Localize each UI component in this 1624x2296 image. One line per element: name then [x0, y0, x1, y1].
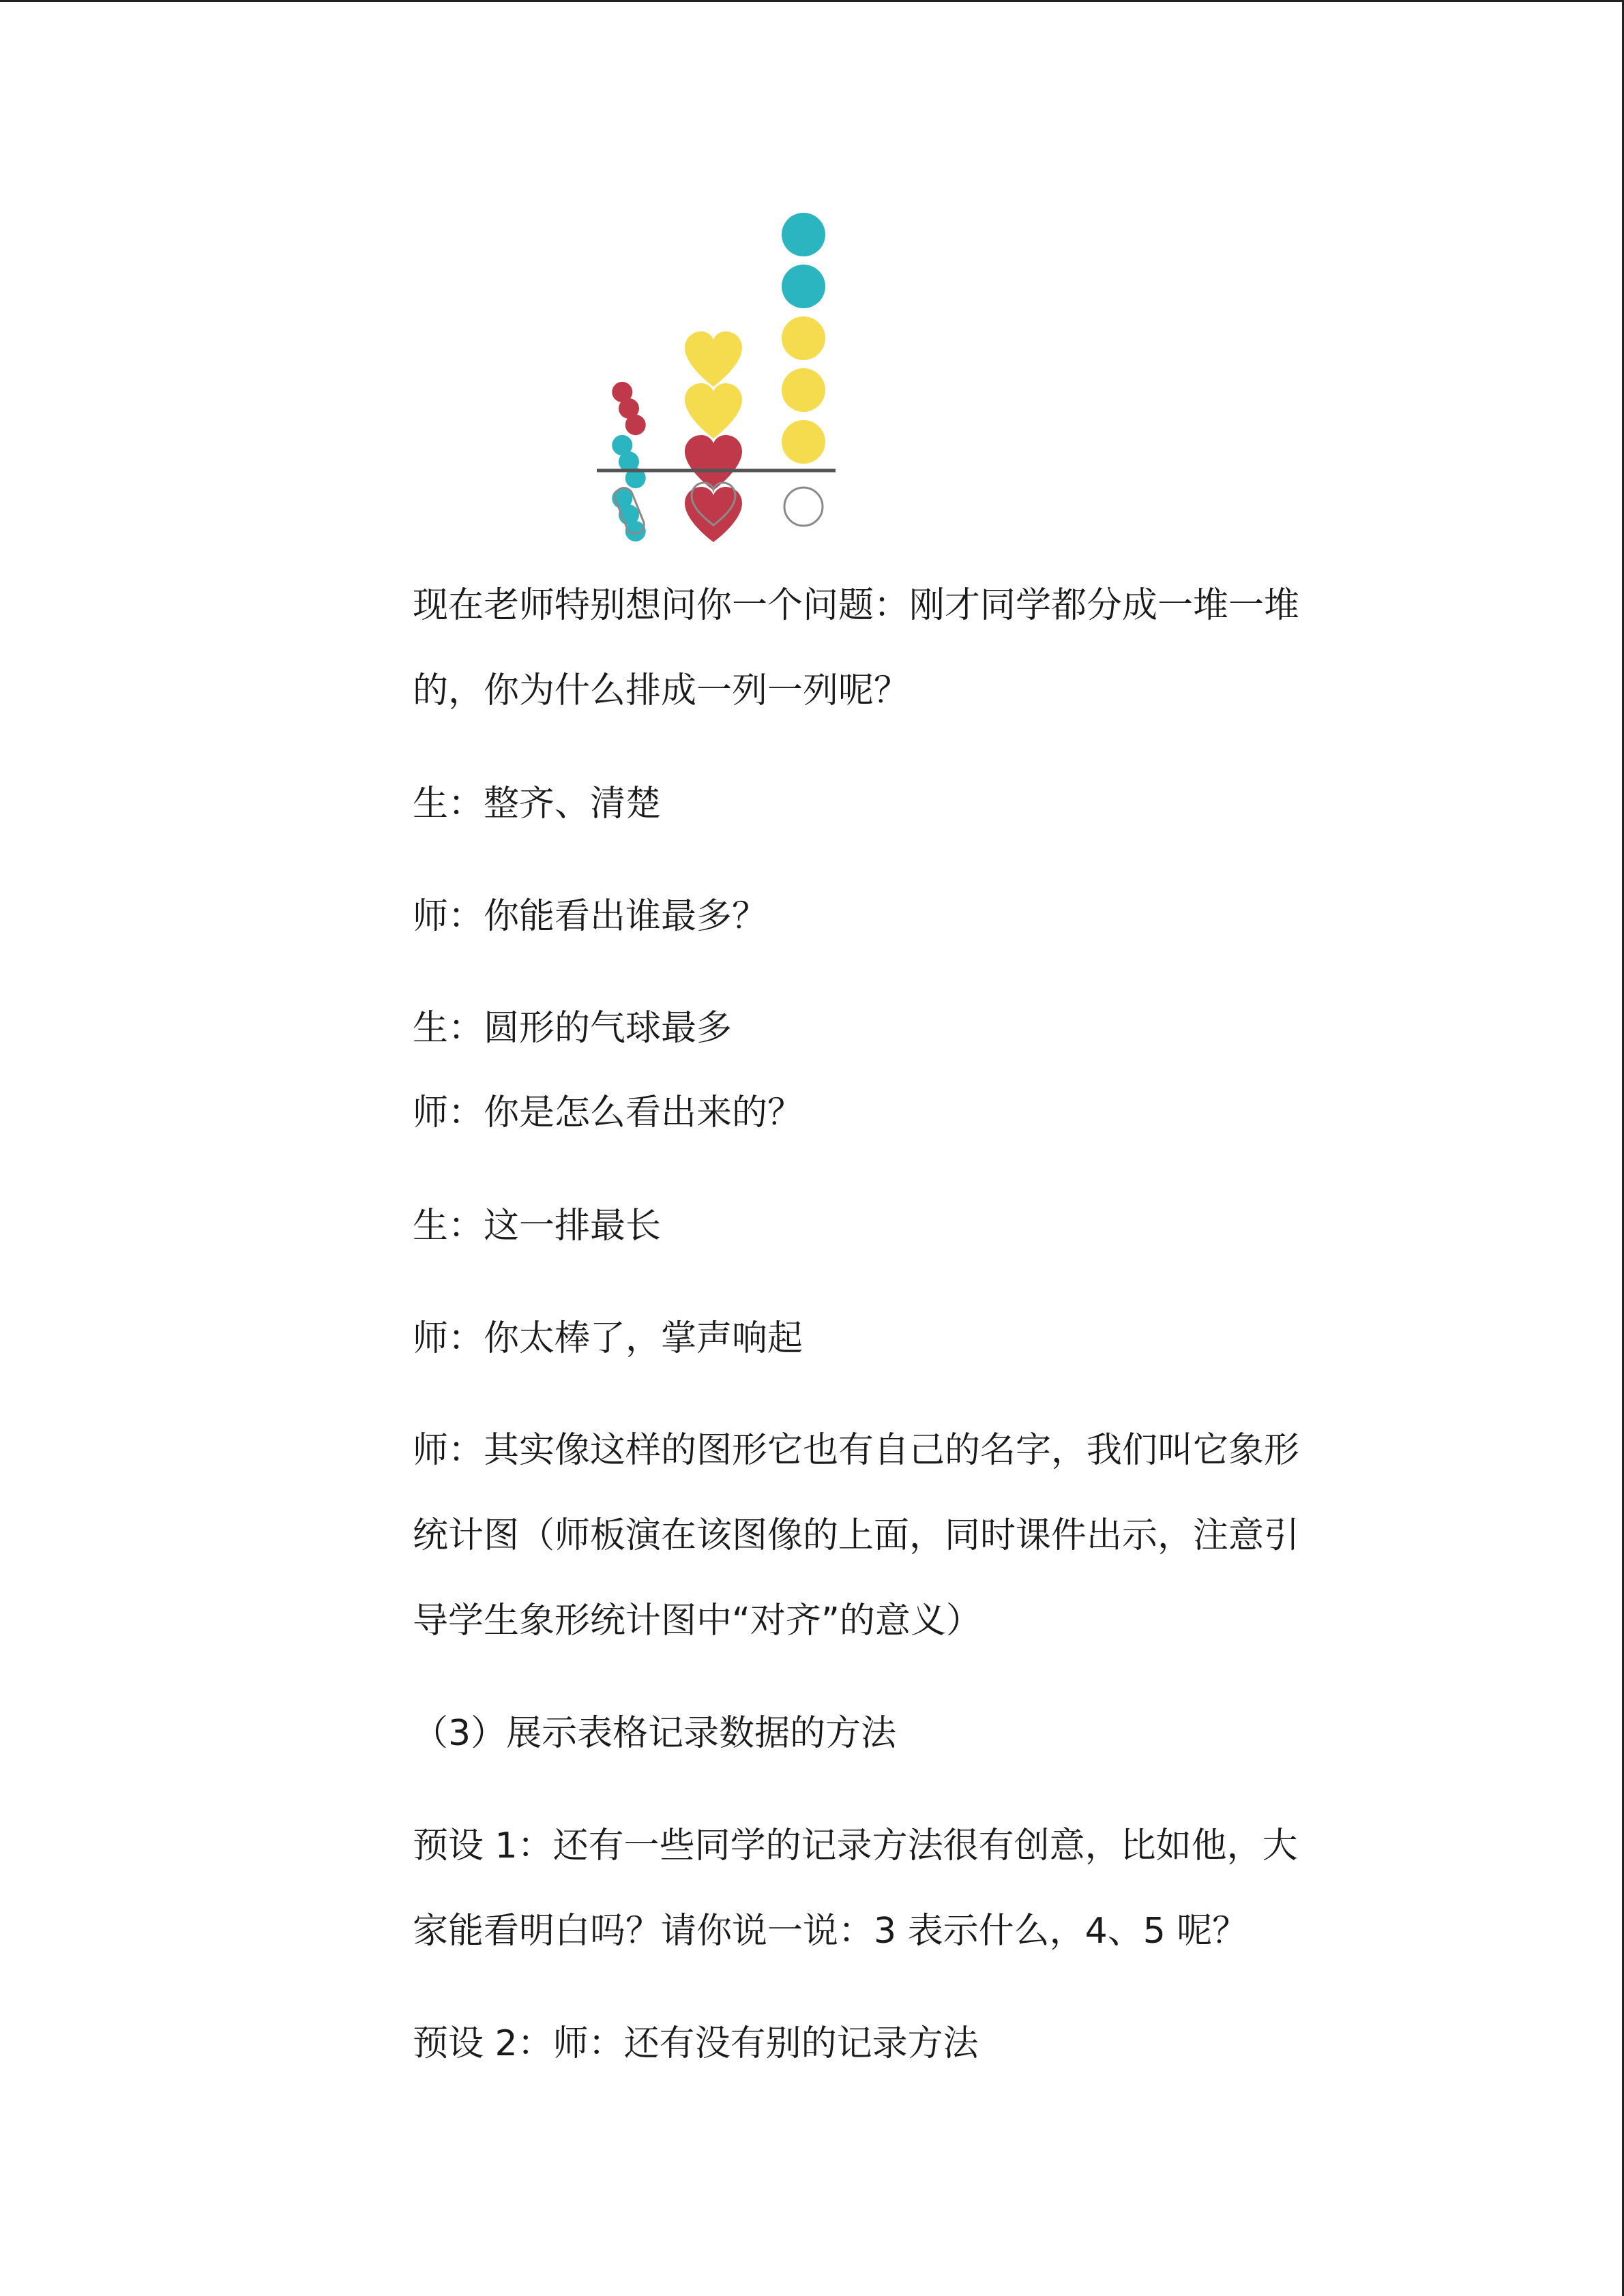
round-balloon [782, 316, 825, 360]
paragraph-line: 预设 1：还有一些同学的记录方法很有创意，比如他，大 [413, 1825, 1298, 1866]
paragraph-line: 导学生象形统计图中“对齐”的意义） [413, 1600, 981, 1641]
pictograph-figure [437, 198, 1064, 546]
round-balloon [782, 420, 825, 464]
paragraph-line: 师：你太棒了，掌声响起 [413, 1318, 803, 1359]
heart-balloon [685, 435, 742, 490]
bead-balloon [609, 378, 649, 438]
round-balloon [782, 265, 825, 308]
paragraph-line: 生：圆形的气球最多 [413, 1008, 733, 1049]
section-heading: （3）展示表格记录数据的方法 [413, 1713, 897, 1754]
paragraph-line: 师：其实像这样的图形它也有自己的名字，我们叫它象形 [413, 1430, 1300, 1471]
bead-balloon [609, 432, 649, 491]
round-balloon [782, 368, 825, 412]
paragraph-line: 生：整齐、清楚 [413, 784, 662, 824]
round-balloon-column [782, 213, 825, 464]
page-top-border [0, 0, 1624, 2]
heart-balloon [685, 487, 742, 542]
paragraph-line: 现在老师特别想问你一个问题：刚才同学都分成一堆一堆 [413, 585, 1300, 626]
paragraph-line: 统计图（师板演在该图像的上面，同时课件出示，注意引 [413, 1515, 1300, 1556]
heart-balloon [685, 331, 742, 387]
paragraph-line: 预设 2：师：还有没有别的记录方法 [413, 2023, 979, 2064]
round-balloon [782, 213, 825, 256]
heart-balloon-column [685, 331, 742, 542]
paragraph-line: 家能看明白吗？请你说一说：3 表示什么，4、5 呢？ [413, 1911, 1248, 1952]
paragraph-line: 的，你为什么排成一列一列呢？ [413, 670, 910, 711]
heart-balloon [685, 383, 742, 438]
paragraph-line: 师：你能看出谁最多？ [413, 896, 768, 937]
paragraph-line: 师：你是怎么看出来的？ [413, 1092, 803, 1133]
paragraph-line: 生：这一排最长 [413, 1206, 662, 1247]
circle-outline-icon [784, 488, 823, 526]
